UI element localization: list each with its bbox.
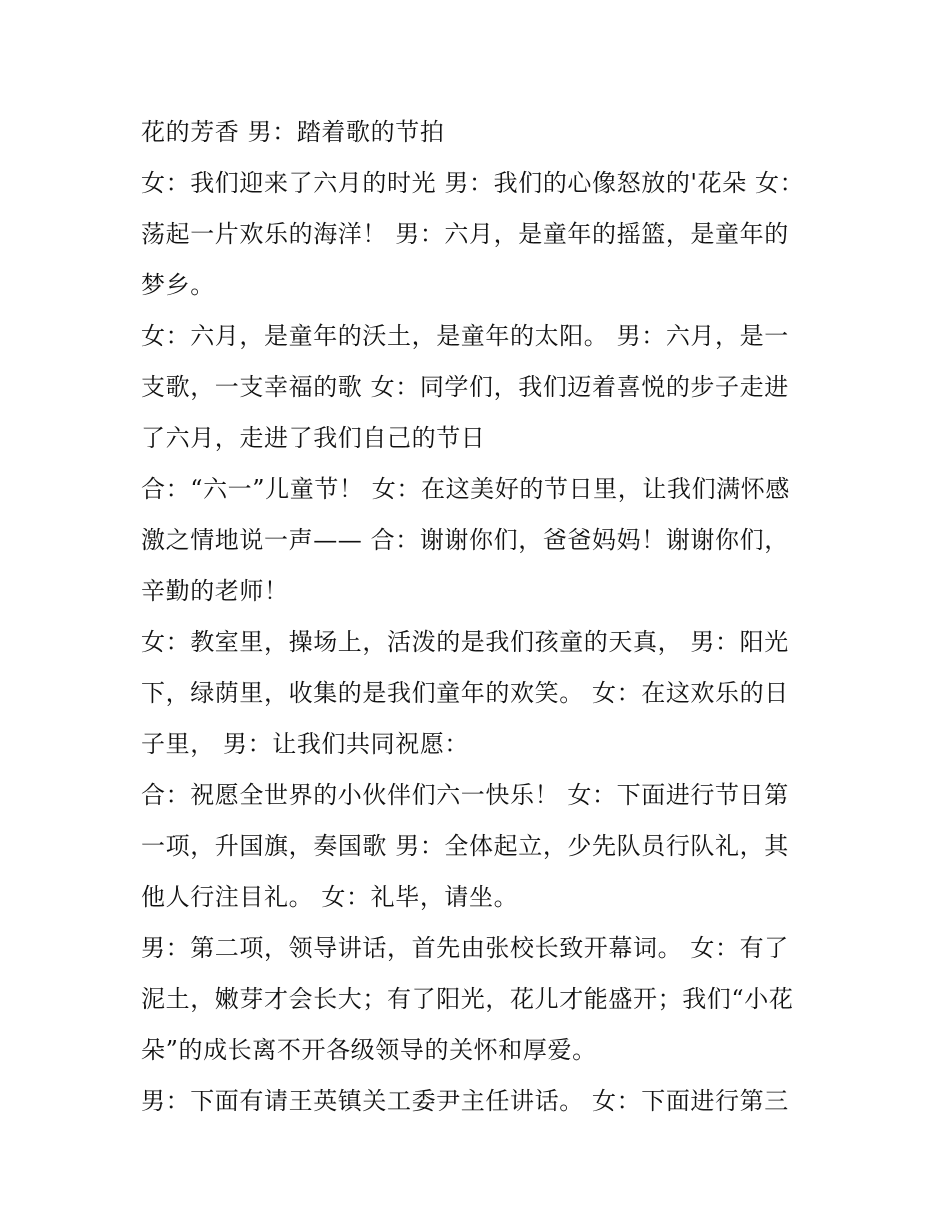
paragraph (141, 158, 813, 311)
text-line: 支歌，一支幸福的歌 女：同学们，我们迈着喜悦的步子走进 (141, 373, 789, 401)
text-line: 一项，升国旗，奏国歌 男：全体起立，少先队员行队礼，其 (141, 832, 789, 860)
text-line: 女：我们迎来了六月的时光 男：我们的心像怒放的'花朵 女： (141, 169, 805, 197)
text-line: 子里， 男：让我们共同祝愿： (141, 730, 470, 758)
text-line: 女：教室里，操场上，活泼的是我们孩童的天真， 男：阳光 (141, 628, 789, 656)
paragraph (141, 464, 813, 617)
text-line: 泥土，嫩芽才会长大；有了阳光，花儿才能盛开；我们“小花 (141, 985, 794, 1013)
text-line: 辛勤的老师！ (141, 577, 289, 605)
text-line: 他人行注目礼。 女：礼毕，请坐。 (141, 883, 519, 911)
text-line: 梦乡。 (141, 271, 215, 299)
paragraph (141, 617, 813, 770)
paragraph (141, 1076, 813, 1127)
text-line: 了六月，走进了我们自己的节日 (141, 424, 486, 452)
text-line: 朵”的成长离不开各级领导的关怀和厚爱。 (141, 1036, 597, 1064)
text-line: 激之情地说一声—— 合：谢谢你们，爸爸妈妈！谢谢你们， (141, 526, 789, 554)
document-body (141, 107, 813, 1127)
paragraph (141, 923, 813, 1076)
text-line: 合：“六一”儿童节！ 女：在这美好的节日里，让我们满怀感 (141, 475, 790, 503)
text-line: 男：下面有请王英镇关工委尹主任讲话。 女：下面进行第三 (141, 1087, 789, 1115)
paragraph (141, 770, 813, 923)
text-line: 合：祝愿全世界的小伙伴们六一快乐！ 女：下面进行节日第 (141, 781, 789, 809)
text-line: 荡起一片欢乐的海洋！ 男：六月，是童年的摇篮，是童年的 (141, 220, 789, 248)
text-line: 女：六月，是童年的沃土，是童年的太阳。 男：六月，是一 (141, 322, 789, 350)
paragraph (141, 107, 813, 158)
text-line: 花的芳香 男：踏着歌的节拍 (141, 118, 445, 146)
paragraph (141, 311, 813, 464)
text-line: 男：第二项，领导讲话，首先由张校长致开幕词。 女：有了 (141, 934, 789, 962)
text-line: 下，绿荫里，收集的是我们童年的欢笑。 女：在这欢乐的日 (141, 679, 789, 707)
